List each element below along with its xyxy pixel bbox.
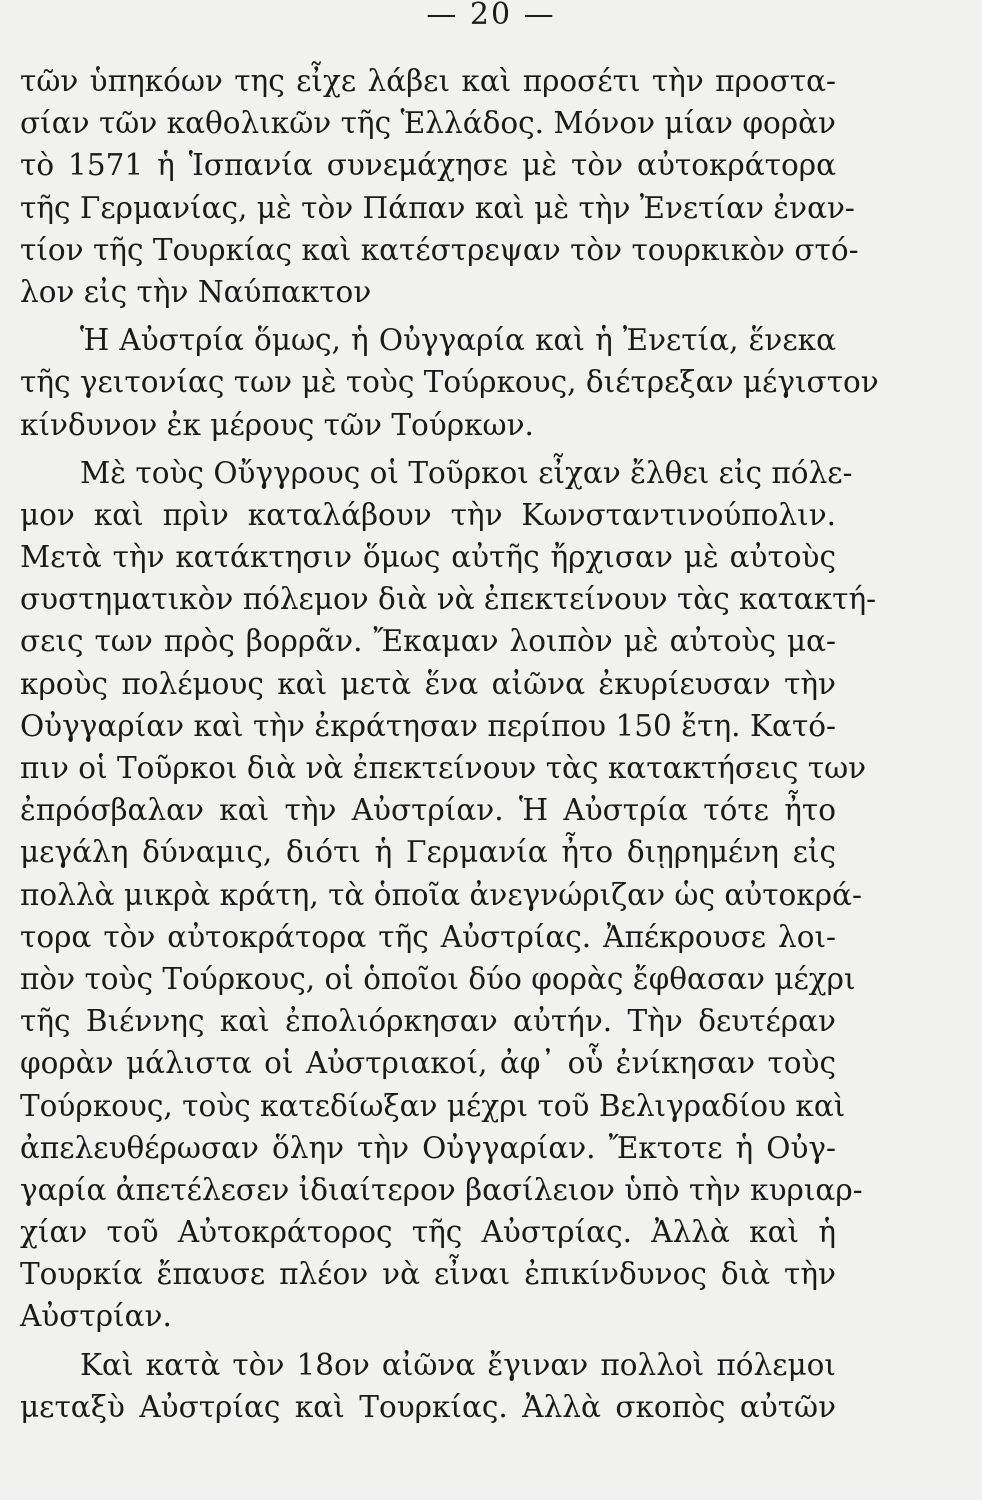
text-line: χίαν τοῦ Αὐτοκράτορος τῆς Αὐστρίας. Ἀλλὰ καὶ ἡ xyxy=(20,1215,836,1250)
text-line: τῆς Βιέννης καὶ ἐπολιόρκησαν αὐτήν. Τὴν δευτέραν xyxy=(20,1004,836,1039)
page-number: — 20 — xyxy=(426,0,556,32)
text-line: Τούρκους, τοὺς κατεδίωξαν μέχρι τοῦ Βελιγραδίου καὶ xyxy=(20,1088,846,1123)
text-line: ἀπελευθέρωσαν ὅλην τὴν Οὐγγαρίαν. Ἔκτοτε ἡ Οὐγ- xyxy=(20,1130,836,1165)
text-line: κροὺς πολέμους καὶ μετὰ ἕνα αἰῶνα ἐκυρίευσαν τὴν xyxy=(20,666,836,701)
text-line: συστηματικὸν πόλεμον διὰ νὰ ἐπεκτείνουν τὰς κατακτή- xyxy=(20,582,877,617)
text-line: μον καὶ πρὶν καταλάβουν τὴν Κωνσταντινούπολιν. xyxy=(20,497,836,532)
text-line: σίαν τῶν καθολικῶν τῆς Ἑλλάδος. Μόνον μίαν φορὰν xyxy=(20,106,836,141)
text-line: Τουρκία ἔπαυσε πλέον νὰ εἶναι ἐπικίνδυνος διὰ τὴν xyxy=(20,1257,836,1292)
body-text xyxy=(20,60,879,1428)
text-line: λον εἰς τὴν Ναύπακτον xyxy=(20,274,372,309)
text-line: τῆς γειτονίας των μὲ τοὺς Τούρκους, διέτρεξαν μέγιστον xyxy=(20,365,879,400)
text-line: πιν οἱ Τοῦρκοι διὰ νὰ ἐπεκτείνουν τὰς κατακτήσεις των xyxy=(20,751,867,785)
text-line: Καὶ κατὰ τὸν 18ον αἰῶνα ἔγιναν πολλοὶ πόλεμοι xyxy=(80,1347,836,1382)
text-line: πὸν τοὺς Τούρκους, οἱ ὁποῖοι δύο φορὰς ἔφθασαν μέχρι xyxy=(20,961,856,996)
text-line: Ἡ Αὐστρία ὅμως, ἡ Οὐγγαρία καὶ ἡ Ἐνετία, ἕνεκα xyxy=(80,323,836,358)
text-line: σεις των πρὸς βορρᾶν. Ἔκαμαν λοιπὸν μὲ αὐτοὺς μα- xyxy=(20,624,836,659)
text-line: ἐπρόσβαλαν καὶ τὴν Αὐστρίαν. Ἡ Αὐστρία τότε ἦτο xyxy=(20,793,836,828)
text-line: γαρία ἀπετέλεσεν ἰδιαίτερον βασίλειον ὑπὸ τὴν κυριαρ- xyxy=(20,1172,863,1207)
text-line: τορα τὸν αὐτοκράτορα τῆς Αὐστρίας. Ἀπέκρουσε λοι- xyxy=(20,919,836,954)
text-line: Οὐγγαρίαν καὶ τὴν ἐκράτησαν περίπου 150 ἔτη. Κατό- xyxy=(20,708,836,743)
text-line: τὸ 1571 ἡ Ἱσπανία συνεμάχησε μὲ τὸν αὐτοκράτορα xyxy=(20,148,836,183)
text-line: πολλὰ μικρὰ κράτη, τὰ ὁποῖα ἀνεγνώριζαν ὡς αὐτοκρά- xyxy=(20,877,862,912)
text-line: τῆς Γερμανίας, μὲ τὸν Πάπαν καὶ μὲ τὴν Ἐνετίαν ἐναν- xyxy=(20,190,855,225)
text-line: Αὐστρίαν. xyxy=(20,1299,172,1334)
text-line: τῶν ὑπηκόων της εἶχε λάβει καὶ προσέτι τὴν προστα- xyxy=(20,64,836,98)
text-line: κίνδυνον ἐκ μέρους τῶν Τούρκων. xyxy=(20,407,534,442)
text-line: μεγάλη δύναμις, διότι ἡ Γερμανία ἦτο διῃρημένη εἰς xyxy=(20,835,836,870)
text-line: μεταξὺ Αὐστρίας καὶ Τουρκίας. Ἀλλὰ σκοπὸς αὐτῶν xyxy=(20,1389,836,1424)
text-line: φορὰν μάλιστα οἱ Αὐστριακοί, ἀφ᾽ οὗ ἐνίκησαν τοὺς xyxy=(20,1046,836,1081)
text-line: Μὲ τοὺς Οὔγγρους οἱ Τοῦρκοι εἶχαν ἔλθει εἰς πόλε- xyxy=(80,455,853,490)
text-line: Μετὰ τὴν κατάκτησιν ὅμως αὐτῆς ἤρχισαν μὲ αὐτοὺς xyxy=(20,540,836,575)
text-line: τίον τῆς Τουρκίας καὶ κατέστρεψαν τὸν τουρκικὸν στό- xyxy=(20,232,859,267)
